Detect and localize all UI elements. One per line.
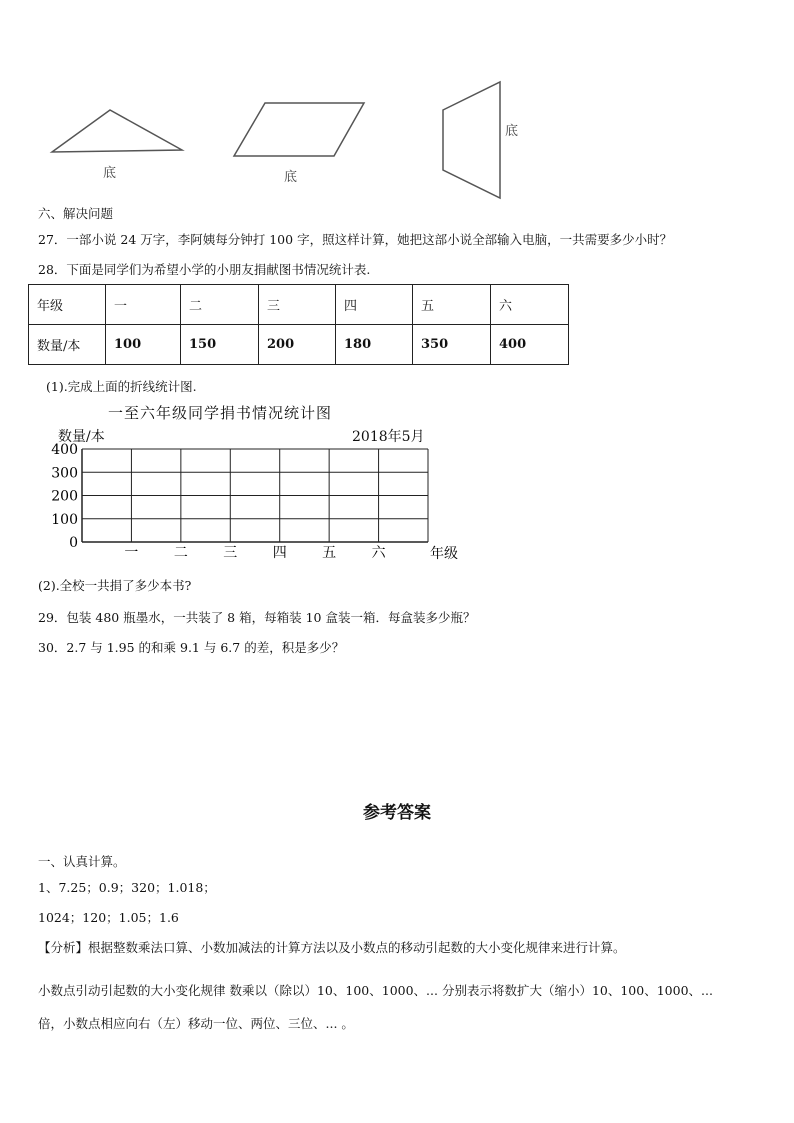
section-heading: 六、解决问题 (38, 206, 114, 221)
question-29: 29．包装 480 瓶墨水，一共装了 8 箱，每箱装 10 盒装一箱．每盒装多少瓶？ (38, 610, 476, 625)
table-cell: 五 (413, 285, 491, 325)
x-tick-label: 五 (322, 545, 337, 561)
table-cell: 150 (181, 325, 259, 365)
y-tick-label: 0 (69, 535, 78, 551)
x-tick-label: 三 (223, 545, 238, 561)
table-cell: 六 (491, 285, 569, 325)
y-tick-label: 300 (51, 465, 78, 482)
x-tick-label: 六 (371, 545, 386, 561)
y-tick-label: 100 (51, 511, 78, 528)
parallelogram-base-label: 底 (284, 170, 298, 185)
question-28-part2: (2).全校一共捐了多少本书? (38, 578, 192, 593)
trapezoid-base-label: 底 (505, 124, 519, 139)
answer-line-1: 1、7.25；0.9；320；1.018； (38, 880, 216, 895)
question-28-part1: (1).完成上面的折线统计图. (46, 379, 197, 394)
table-cell: 200 (259, 325, 336, 365)
table-cell: 180 (336, 325, 413, 365)
table-cell: 100 (106, 325, 181, 365)
table-cell: 四 (336, 285, 413, 325)
question-28: 28．下面是同学们为希望小学的小朋友捐献图书情况统计表. (38, 262, 371, 277)
y-tick-label: 200 (51, 488, 78, 505)
answer-analysis: 【分析】根据整数乘法口算、小数加减法的计算方法以及小数点的移动引起数的大小变化规律来进行计算。 (38, 940, 626, 955)
table-cell: 400 (491, 325, 569, 365)
question-30: 30．2.7 与 1.95 的和乘 9.1 与 6.7 的差，积是多少？ (38, 640, 345, 655)
chart-y-label: 数量/本 (58, 429, 105, 445)
answers-section-1: 一、认真计算。 (38, 854, 126, 869)
table-header-cell: 年级 (29, 285, 106, 325)
x-tick-label: 四 (272, 545, 287, 561)
table-cell: 三 (259, 285, 336, 325)
question-27: 27．一部小说 24 万字，李阿姨每分钟打 100 字，照这样计算，她把这部小说全部输入电脑，一共需要多少小时？ (38, 232, 673, 247)
x-tick-label: 二 (173, 545, 188, 561)
table-cell: 一 (106, 285, 181, 325)
x-tick-label: 一 (124, 545, 139, 561)
answers-title: 参考答案 (363, 803, 431, 823)
triangle-base-label: 底 (103, 166, 117, 181)
answer-line-2: 1024；120；1.05；1.6 (38, 910, 179, 925)
table-header-cell: 数量/本 (29, 325, 106, 365)
answer-rule-2: 倍，小数点相应向右（左）移动一位、两位、三位、... 。 (38, 1016, 354, 1031)
y-tick-label: 400 (51, 442, 78, 458)
chart-date: 2018年5月 (352, 429, 425, 445)
table-cell: 二 (181, 285, 259, 325)
answer-rule-1: 小数点引动引起数的大小变化规律 数乘以（除以）10、100、1000、... 分别表示将数扩大（缩小）10、100、1000、... (38, 983, 713, 998)
table-cell: 350 (413, 325, 491, 365)
chart-title: 一至六年级同学捐书情况统计图 (108, 404, 333, 422)
x-axis-label: 年级 (430, 546, 458, 562)
